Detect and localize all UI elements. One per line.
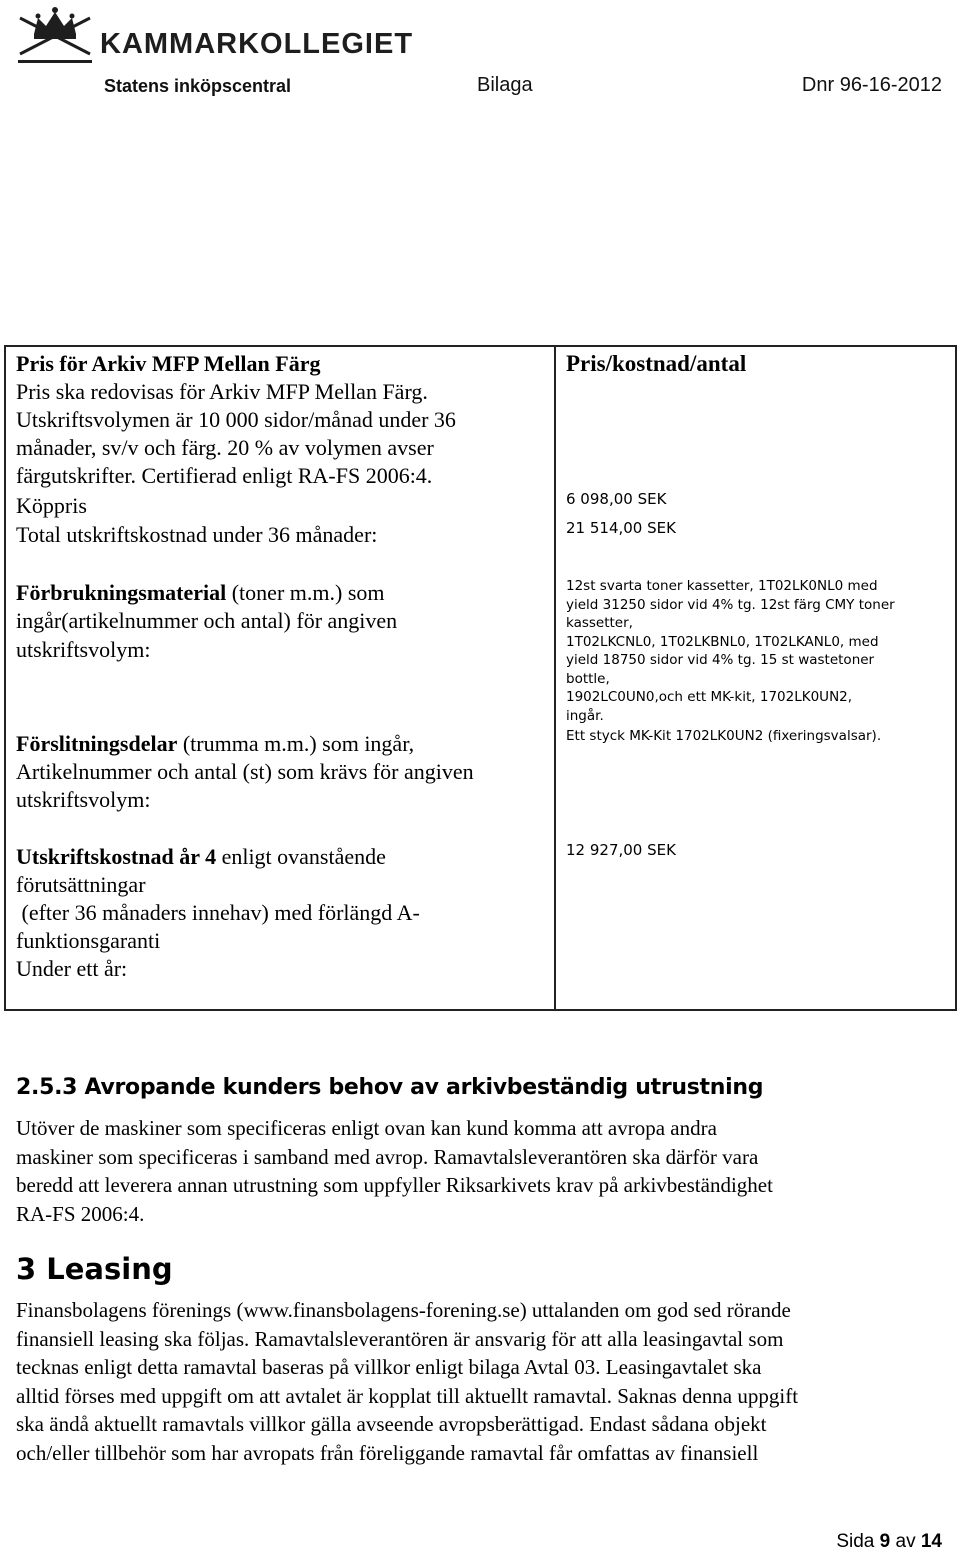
year4-label bbox=[16, 843, 386, 872]
forbrukning-label-bold: Förbrukningsmaterial bbox=[16, 580, 227, 605]
paragraph-line: alltid förses med uppgift om att avtalet är kopplat till aktuellt ramavtal. Saknas denna uppgift bbox=[16, 1383, 799, 1408]
forbrukning-value-line: kassetter, bbox=[566, 615, 633, 631]
paragraph-line: beredd att leverera annan utrustning som uppfyller Riksarkivets krav på arkivbeständighet bbox=[16, 1173, 773, 1197]
forslitning-label-rest: (trumma m.m.) som ingår, bbox=[177, 731, 415, 756]
year4-value: 12 927,00 SEK bbox=[566, 841, 676, 859]
total-cost-value: 21 514,00 SEK bbox=[566, 519, 676, 537]
section-3-paragraph bbox=[16, 1296, 936, 1467]
forbrukning-label-line: ingår(artikelnummer och antal) för angiven bbox=[16, 608, 398, 633]
forbrukning-value-line: yield 31250 sidor vid 4% tg. 12st färg CMY toner bbox=[566, 596, 895, 613]
table-right-column bbox=[555, 346, 956, 1010]
forslitning-label-line: Artikelnummer och antal (st) som krävs för angiven bbox=[16, 759, 474, 784]
table-title: Pris för Arkiv MFP Mellan Färg bbox=[16, 351, 321, 376]
price-table bbox=[4, 345, 957, 1011]
forbrukning-value-line: ingår. bbox=[566, 707, 604, 724]
forbrukning-label-rest: (toner m.m.) som bbox=[226, 580, 385, 605]
section-heading-3: 3 Leasing bbox=[16, 1252, 173, 1286]
table-desc-line: Pris ska redovisas för Arkiv MFP Mellan Färg. bbox=[16, 379, 428, 404]
year4-label-line: Under ett år: bbox=[16, 956, 128, 981]
table-desc-line: månader, sv/v och färg. 20 % av volymen avser bbox=[16, 435, 434, 460]
forbrukning-value-line: 1T02LKCNL0, 1T02LKBNL0, 1T02LKANL0, med bbox=[566, 633, 879, 650]
forbrukning-label bbox=[16, 579, 385, 608]
kammarkollegiet-logo bbox=[12, 4, 414, 70]
total-cost-label: Total utskriftskostnad under 36 månader: bbox=[16, 522, 378, 547]
page-current: 9 bbox=[879, 1531, 891, 1552]
page-number bbox=[836, 1531, 942, 1553]
paragraph-line: maskiner som specificeras i samband med avrop. Ramavtalsleverantören ska därför vara bbox=[16, 1144, 759, 1169]
page-total: 14 bbox=[920, 1531, 942, 1552]
year4-label-line: funktionsgaranti bbox=[16, 928, 161, 953]
forbrukning-value-line: 12st svarta toner kassetter, 1T02LK0NL0 med bbox=[566, 578, 878, 594]
forbrukning-value-line: 1902LC0UN0,och ett MK-kit, 1702LK0UN2, bbox=[566, 689, 853, 705]
forbrukning-label-line: utskriftsvolym: bbox=[16, 637, 151, 662]
header-doc-type: Bilaga bbox=[477, 74, 533, 96]
year4-label-line: förutsättningar bbox=[16, 872, 146, 897]
year4-label-line: (efter 36 månaders innehav) med förlängd A- bbox=[16, 900, 420, 925]
forslitning-label-bold: Förslitningsdelar bbox=[16, 731, 178, 756]
page-sida-label: Sida bbox=[836, 1531, 880, 1552]
price-column-header: Pris/kostnad/antal bbox=[566, 351, 747, 376]
paragraph-line: och/eller tillbehör som har avropats från föreliggande ramavtal får omfattas av finansiell bbox=[16, 1440, 759, 1465]
forbrukning-value-line: bottle, bbox=[566, 670, 610, 687]
header-dnr: Dnr 96-16-2012 bbox=[801, 74, 942, 96]
table-desc-line: Utskriftsvolymen är 10 000 sidor/månad under 36 bbox=[16, 407, 456, 432]
page-av-label: av bbox=[890, 1531, 921, 1552]
paragraph-line: finansiell leasing ska följas. Ramavtalsleverantören är ansvarig för att alla leasingavtal som bbox=[16, 1326, 784, 1351]
paragraph-line: RA-FS 2006:4. bbox=[16, 1201, 145, 1226]
section-heading-2-5-3: 2.5.3 Avropande kunders behov av arkivbeständig utrustning bbox=[16, 1075, 764, 1100]
forslitning-label-line: utskriftsvolym: bbox=[16, 787, 151, 812]
table-left-column bbox=[5, 346, 555, 1010]
kopris-label: Köppris bbox=[16, 493, 87, 518]
kopris-value: 6 098,00 SEK bbox=[566, 490, 667, 508]
year4-label-bold: Utskriftskostnad år 4 bbox=[16, 844, 217, 869]
year4-label-rest: enligt ovanstående bbox=[216, 844, 386, 869]
org-name: KAMMARKOLLEGIET bbox=[100, 28, 414, 60]
header-unit: Statens inköpscentral bbox=[104, 76, 292, 96]
forslitning-label bbox=[16, 730, 414, 759]
paragraph-line: Finansbolagens förenings (www.finansbolagens-forening.se) uttalanden om god sed rörande bbox=[16, 1298, 791, 1322]
forslitning-value: Ett styck MK-Kit 1702LK0UN2 (fixeringsvalsar). bbox=[566, 728, 882, 744]
table-desc-line: färgutskrifter. Certifierad enligt RA-FS 2006:4. bbox=[16, 463, 433, 488]
paragraph-line: ska ändå aktuellt ramavtals villkor gälla avseende avropsberättigad. Endast sådana objekt bbox=[16, 1412, 767, 1436]
crown-emblem-icon bbox=[12, 4, 98, 70]
forbrukning-value-line: yield 18750 sidor vid 4% tg. 15 st wastetoner bbox=[566, 652, 875, 668]
section-2-5-3-paragraph bbox=[16, 1114, 936, 1228]
paragraph-line: Utöver de maskiner som specificeras enligt ovan kan kund komma att avropa andra bbox=[16, 1116, 717, 1140]
paragraph-line: tecknas enligt detta ramavtal baseras på villkor enligt bilaga Avtal 03. Leasingavtalet ska bbox=[16, 1355, 762, 1379]
